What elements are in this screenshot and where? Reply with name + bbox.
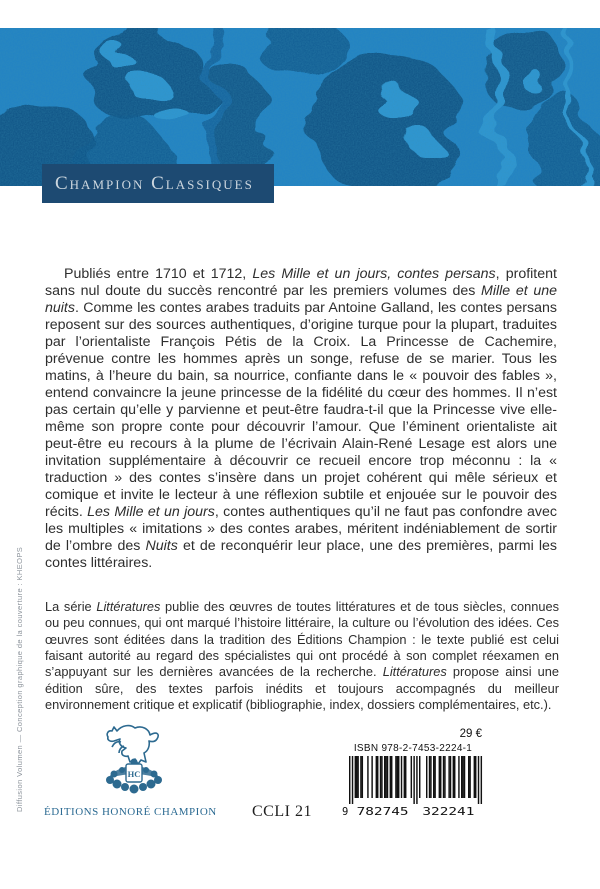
svg-text:9: 9 — [342, 806, 349, 818]
publisher-name: ÉDITIONS HONORÉ CHAMPION — [44, 806, 217, 818]
publisher-logo — [94, 720, 174, 800]
isbn-label: ISBN 978-2-7453-2224-1 — [353, 743, 473, 754]
svg-text:322241: 322241 — [422, 806, 475, 818]
horse-crest-icon — [94, 720, 174, 800]
price: 29 € — [459, 728, 482, 740]
publisher-monogram: HC — [127, 769, 141, 779]
spine-credits: Diffusion Volumen — Conception graphique de la couverture : KHEOPS — [15, 546, 24, 812]
marble-band — [0, 28, 600, 186]
ean13-barcode — [342, 756, 484, 818]
series-note: La série Littératures publie des œuvres de toutes littératures et de tous siècles, connues ou peu connues, qui ont marqué l’histoire littéraire, la culture ou l’évolution des idées. Ces œuvres sont éditées dans la tradition des Éditions Champion : le texte publié est celui faisant autorité au regard des spécialistes qui ont procédé à son complet réexamen en s’appuyant sur les dernières avancées de la recherche. Littératures propose ainsi une édition sûre, des textes parfois inédits et toujours accompagnés du meilleur environnement critique et explicatif (bibliographie, index, dossiers complémentaires, etc.). — [45, 598, 559, 713]
marble-pattern — [0, 28, 600, 186]
series-banner-label: Champion Classiques — [55, 172, 254, 194]
svg-text:782745: 782745 — [356, 806, 409, 818]
catalog-code: CCLI 21 — [252, 803, 312, 820]
barcode-block — [342, 743, 484, 818]
series-banner — [42, 164, 274, 203]
back-cover-blurb: Publiés entre 1710 et 1712, Les Mille et un jours, contes persans, profitent sans nul doute du succès rencontré par les premiers volumes des Mille et une nuits. Comme les contes arabes traduits par Antoine Galland, les contes persans reposent sur des sources authentiques, d’origine turque pour la plupart, traduites par l’orientaliste François Pétis de la Croix. La Princesse de Cachemire, prévenue contre les hommes après un songe, refuse de se marier. Tous les matins, à l’heure du bain, sa nourrice, confiante dans le « pouvoir des fables », entend convaincre la jeune princesse de la fidélité du cœur des hommes. Il n’est pas certain qu’elle y parvienne et peut-être faudra-t-il que la Princesse vive elle-même son propre conte pour découvrir l’amour. Que l’éminent orientaliste ait peut-être eu recours à la plume de l’écrivain Alain-René Lesage est alors une invitation supplémentaire à découvrir ce recueil encore trop méconnu : la « traduction » des contes s’insère dans un projet cohérent qui mêle sérieux et comique et invite le lecteur à une réflexion subtile et enjouée sur le pouvoir des récits. Les Mille et un jours, contes authentiques qu’il ne faut pas confondre avec les multiples « imitations » des contes arabes, méritent indéniablement de sortir de l’ombre des Nuits et de reconquérir leur place, une des premières, parmi les contes littéraires. — [45, 266, 558, 572]
